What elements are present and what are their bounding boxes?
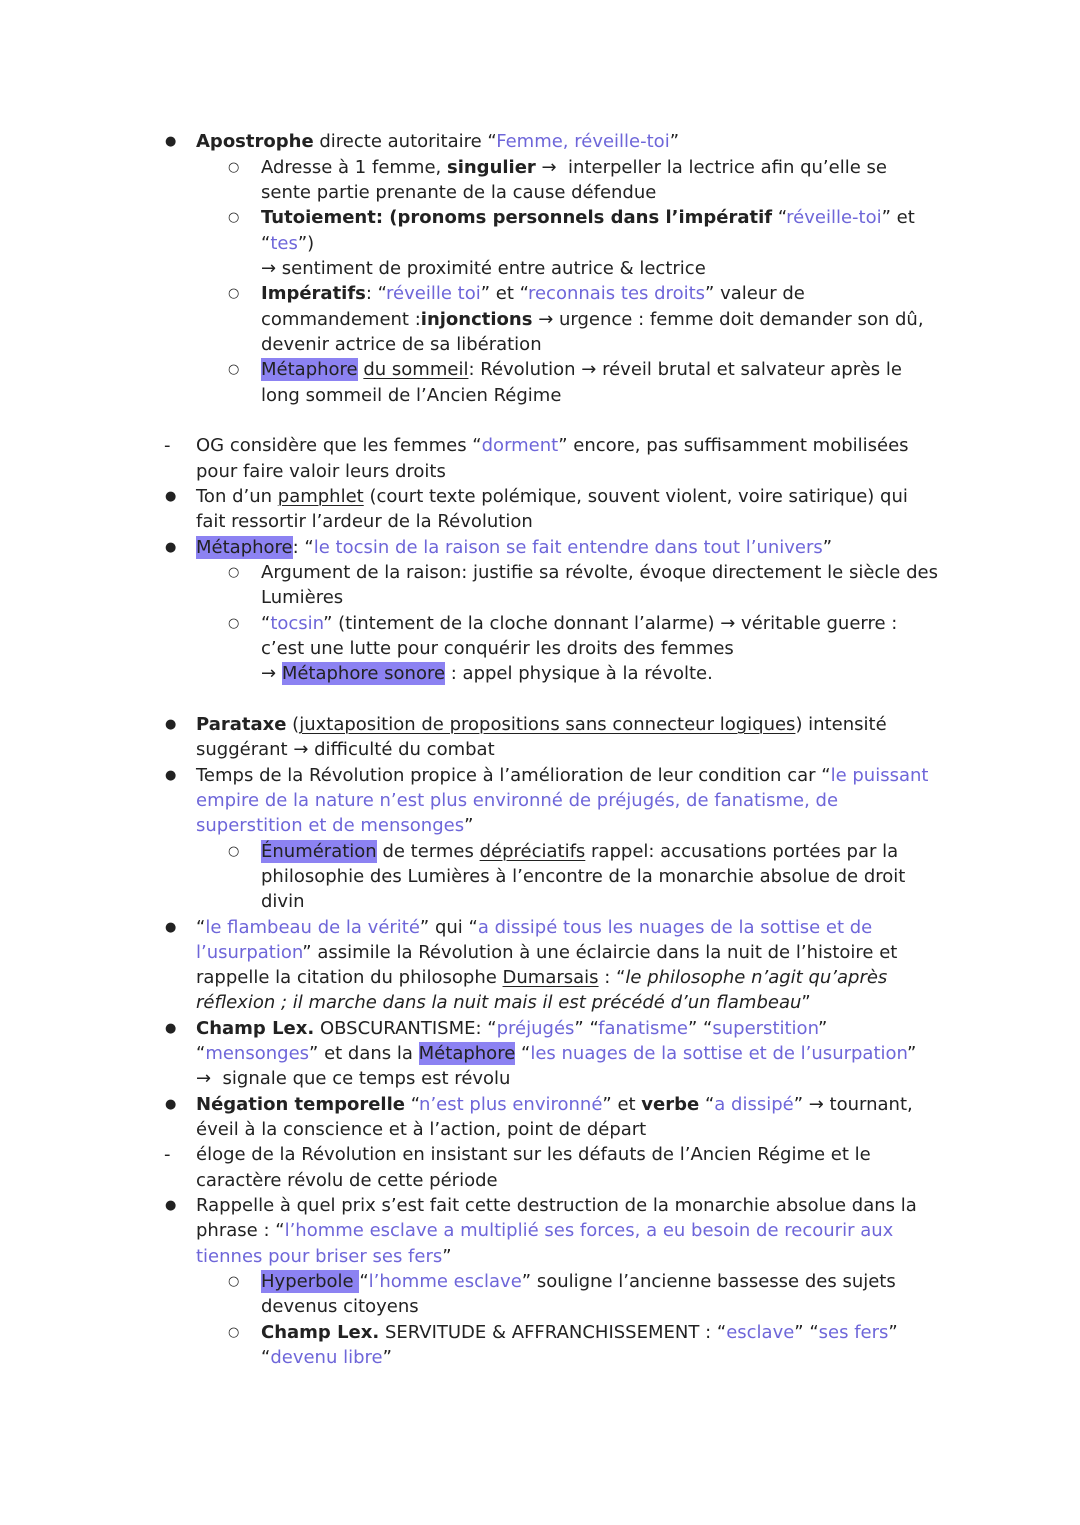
bullet-marker: ○ — [228, 159, 240, 175]
text-run: c’est une lutte pour conquérir les droits des femmes — [261, 637, 734, 659]
quoted-text: a dissipé — [714, 1093, 794, 1115]
underlined-term: juxtaposition de propositions sans connecteur logiques — [299, 713, 796, 735]
text-run: ” souligne l’ancienne bassesse des sujets — [521, 1271, 896, 1293]
text-line — [196, 1117, 1080, 1142]
bold-term: verbe — [641, 1093, 700, 1115]
quoted-text: l’homme esclave — [368, 1271, 522, 1293]
quoted-text: n’est plus environné — [419, 1093, 603, 1115]
text-run: ” — [464, 815, 474, 837]
text-run: fait ressortir l’ardeur de la Révolution — [196, 511, 533, 533]
bullet-marker: ○ — [228, 210, 240, 226]
text-run: : “ — [292, 536, 314, 558]
text-line — [261, 1320, 1080, 1345]
text-run: ” “ — [574, 1017, 599, 1039]
text-run: SERVITUDE & AFFRANCHISSEMENT : “ — [379, 1321, 727, 1343]
quoted-text: mensonges — [205, 1043, 310, 1065]
text-run: → signale que ce temps est révolu — [196, 1068, 511, 1090]
text-line — [196, 965, 1080, 990]
bullet-marker: ● — [165, 716, 177, 732]
text-run: directe autoritaire “ — [313, 131, 497, 153]
bold-term: singulier — [446, 156, 536, 178]
text-run: ” et dans la — [309, 1043, 419, 1065]
bullet-item — [0, 712, 1080, 763]
text-run: éveil à la conscience et à l’action, point de départ — [196, 1119, 647, 1141]
text-line — [196, 940, 1080, 965]
text-run: devenir actrice de sa libération — [261, 333, 542, 355]
italic-quote: le philosophe n’agit qu’après — [625, 967, 888, 989]
underlined-term: dépréciatifs — [479, 840, 586, 862]
text-run: ” “ — [688, 1017, 713, 1039]
highlighted-term: Métaphore sonore — [281, 663, 446, 685]
bold-term: Tutoiement: (pronoms personnels dans l’impératif — [261, 207, 773, 229]
text-line — [261, 889, 1080, 914]
text-run: : Révolution → réveil brutal et salvateur après le — [468, 359, 902, 381]
text-line — [196, 535, 1080, 560]
bold-term: Parataxe — [196, 713, 287, 735]
quoted-text: les nuages de la sottise et de l’usurpation — [530, 1043, 907, 1065]
underlined-term: Dumarsais — [502, 967, 599, 989]
text-line — [261, 1294, 1080, 1319]
highlighted-term: Métaphore — [196, 536, 293, 558]
text-run: ”) — [297, 232, 315, 254]
quoted-text: l’homme esclave a multiplié ses forces, a eu besoin de recourir aux — [284, 1220, 894, 1242]
text-run: ” “ — [794, 1321, 819, 1343]
text-line — [261, 1269, 1080, 1294]
bullet-marker: ● — [165, 1020, 177, 1036]
text-run: “ — [196, 1043, 206, 1065]
bullet-item — [0, 763, 1080, 839]
bullet-marker: ● — [165, 134, 177, 150]
text-run: : appel physique à la révolte. — [445, 663, 713, 685]
text-line — [196, 1218, 1080, 1243]
text-run: → — [261, 663, 282, 685]
text-run: “ — [772, 207, 787, 229]
text-line — [261, 205, 1080, 230]
text-run: Lumières — [261, 587, 344, 609]
text-line — [196, 433, 1080, 458]
bold-term: injonctions — [420, 308, 533, 330]
text-run: ” → tournant, — [793, 1093, 913, 1115]
bullet-marker: ○ — [228, 286, 240, 302]
bullet-marker: ○ — [228, 362, 240, 378]
text-run: ” — [801, 992, 811, 1014]
text-run: ” encore, pas suffisamment mobilisées — [558, 435, 909, 457]
text-line — [196, 712, 1080, 737]
text-run: ” et — [881, 207, 915, 229]
text-run: sente partie prenante de la cause défendue — [261, 181, 657, 203]
quoted-text: reconnais tes droits — [527, 283, 706, 305]
text-line — [196, 737, 1080, 762]
text-run: “ — [196, 916, 206, 938]
bullet-item — [0, 1016, 1080, 1092]
text-line — [261, 256, 1080, 281]
quoted-text: le tocsin de la raison se fait entendre dans tout l’univers — [313, 536, 823, 558]
quoted-text: le puissant — [830, 764, 929, 786]
bullet-marker: - — [164, 435, 171, 457]
text-line — [196, 1244, 1080, 1269]
text-run: “ — [699, 1093, 715, 1115]
text-run: rappel: accusations portées par la — [585, 840, 899, 862]
text-run: → interpeller la lectrice afin qu’elle se — [535, 156, 887, 178]
text-run: ” — [669, 131, 680, 153]
text-line — [196, 813, 1080, 838]
text-run: OG considère que les femmes “ — [196, 435, 482, 457]
text-line — [261, 1345, 1080, 1370]
text-line — [261, 281, 1080, 306]
text-run: “ — [404, 1093, 420, 1115]
text-run: : “ — [365, 283, 387, 305]
text-run: ” — [906, 1043, 917, 1065]
text-run: caractère révolu de cette période — [196, 1169, 498, 1191]
text-run: suggérant → difficulté du combat — [196, 739, 495, 761]
text-run: de termes — [376, 840, 480, 862]
bullet-marker: ● — [165, 488, 177, 504]
text-run: ” (tintement de la cloche donnant l’alarme) → véritable guerre : — [323, 612, 898, 634]
text-run: long sommeil de l’Ancien Régime — [261, 384, 562, 406]
dash-item — [0, 433, 1080, 484]
bullet-item — [0, 129, 1080, 154]
text-line — [261, 357, 1080, 382]
text-line — [196, 788, 1080, 813]
text-run: Temps de la Révolution propice à l’amélioration de leur condition car “ — [196, 764, 831, 786]
sub-bullet-item — [0, 205, 1080, 281]
text-line — [261, 839, 1080, 864]
quoted-text: le flambeau de la vérité — [205, 916, 420, 938]
text-run: “ — [261, 232, 271, 254]
bullet-marker: ○ — [228, 1324, 240, 1340]
text-run: “ — [359, 1271, 369, 1293]
text-run: → sentiment de proximité entre autrice & lectrice — [261, 257, 706, 279]
text-run: (court texte polémique, souvent violent, voire satirique) qui — [363, 485, 908, 507]
quoted-text: a dissipé tous les nuages de la sottise et de — [477, 916, 873, 938]
quoted-text: tocsin — [270, 612, 324, 634]
quoted-text: superstition — [712, 1017, 818, 1039]
text-line — [261, 560, 1080, 585]
bullet-item — [0, 915, 1080, 1016]
text-line — [196, 1142, 1080, 1167]
text-line — [261, 332, 1080, 357]
text-line — [196, 1066, 1080, 1091]
quoted-text: l’usurpation — [196, 941, 303, 963]
sub-bullet-item — [0, 1320, 1080, 1371]
text-run: ” — [822, 536, 833, 558]
quoted-text: Femme, réveille-toi — [496, 131, 670, 153]
bullet-marker: ○ — [228, 1274, 240, 1290]
blank-line — [0, 408, 1080, 433]
quoted-text: préjugés — [496, 1017, 575, 1039]
highlighted-term: Énumération — [261, 840, 377, 862]
text-run: ” — [818, 1017, 828, 1039]
sub-bullet-item — [0, 357, 1080, 408]
text-line — [261, 383, 1080, 408]
text-line — [196, 484, 1080, 509]
text-run: devenus citoyens — [261, 1296, 419, 1318]
text-line — [196, 763, 1080, 788]
text-line — [261, 864, 1080, 889]
text-line — [261, 180, 1080, 205]
quoted-text: ses fers — [818, 1321, 889, 1343]
dash-item — [0, 1142, 1080, 1193]
text-run: commandement : — [261, 308, 421, 330]
italic-quote: réflexion ; il marche dans la nuit mais il est précédé d’un flambeau — [196, 992, 802, 1014]
blank-line — [0, 687, 1080, 712]
bullet-marker: ○ — [228, 843, 240, 859]
bold-term: Apostrophe — [196, 131, 314, 153]
text-run: Argument de la raison: justifie sa révolte, évoque directement le siècle des — [261, 561, 938, 583]
bullet-marker: ● — [165, 919, 177, 935]
text-line — [196, 915, 1080, 940]
text-line — [261, 307, 1080, 332]
text-line — [261, 661, 1080, 686]
text-run: “ — [515, 1043, 531, 1065]
text-line — [196, 459, 1080, 484]
text-line — [196, 1193, 1080, 1218]
sub-bullet-item — [0, 560, 1080, 611]
bullet-marker: ● — [165, 1198, 177, 1214]
text-run: → urgence : femme doit demander son dû, — [532, 308, 924, 330]
text-line — [196, 1168, 1080, 1193]
quoted-text: réveille toi — [386, 283, 481, 305]
text-line — [196, 1016, 1080, 1041]
sub-bullet-item — [0, 155, 1080, 206]
text-run: Adresse à 1 femme, — [261, 156, 447, 178]
text-run: ( — [286, 713, 300, 735]
text-run: OBSCURANTISME: “ — [314, 1017, 497, 1039]
text-run: ” et — [602, 1093, 642, 1115]
text-run: ” — [888, 1321, 898, 1343]
quoted-text: tes — [270, 232, 298, 254]
bold-term: Négation temporelle — [196, 1093, 405, 1115]
text-run: éloge de la Révolution en insistant sur les défauts de l’Ancien Régime et le — [196, 1144, 871, 1166]
text-run: Rappelle à quel prix s’est fait cette destruction de la monarchie absolue dans la — [196, 1195, 917, 1217]
quoted-text: tiennes pour briser ses fers — [196, 1245, 443, 1267]
quoted-text: fanatisme — [598, 1017, 688, 1039]
quoted-text: superstition et de mensonges — [196, 815, 465, 837]
sub-bullet-item — [0, 839, 1080, 915]
quoted-text: dorment — [481, 435, 559, 457]
text-line — [261, 611, 1080, 636]
sub-bullet-item — [0, 1269, 1080, 1320]
text-run: divin — [261, 891, 305, 913]
bullet-item — [0, 484, 1080, 535]
text-line — [261, 585, 1080, 610]
bold-term: Champ Lex. — [196, 1017, 315, 1039]
text-run: ” valeur de — [705, 283, 805, 305]
bullet-marker: ● — [165, 539, 177, 555]
text-run: ” — [382, 1347, 392, 1369]
quoted-text: esclave — [726, 1321, 795, 1343]
text-run: : “ — [598, 967, 626, 989]
highlighted-term: Métaphore — [418, 1043, 516, 1065]
bullet-marker: - — [164, 1144, 171, 1166]
text-line — [196, 129, 1080, 154]
bullet-item — [0, 535, 1080, 560]
text-run: ” — [442, 1245, 452, 1267]
bullet-item — [0, 1092, 1080, 1143]
text-line — [196, 509, 1080, 534]
text-run: rappelle la citation du philosophe — [196, 967, 503, 989]
underlined-term: pamphlet — [277, 485, 364, 507]
quoted-text: empire de la nature n’est plus environné de préjugés, de fanatisme, de — [196, 789, 839, 811]
text-run: Ton d’un — [196, 485, 278, 507]
bullet-marker: ○ — [228, 615, 240, 631]
sub-bullet-item — [0, 281, 1080, 357]
text-line — [196, 1092, 1080, 1117]
text-run: ” assimile la Révolution à une éclaircie dans la nuit de l’histoire et — [302, 941, 898, 963]
text-run: pour faire valoir leurs droits — [196, 460, 446, 482]
text-line — [196, 990, 1080, 1015]
text-line — [196, 1041, 1080, 1066]
bullet-marker: ○ — [228, 564, 240, 580]
bold-term: Impératifs — [261, 283, 366, 305]
text-line — [261, 636, 1080, 661]
text-run: “ — [261, 1347, 271, 1369]
highlighted-term: Hyperbole — [261, 1271, 360, 1293]
text-line — [261, 231, 1080, 256]
text-run: philosophie des Lumières à l’encontre de la monarchie absolue de droit — [261, 865, 906, 887]
text-run: ” et “ — [480, 283, 528, 305]
text-run: ” qui “ — [419, 916, 478, 938]
quoted-text: réveille-toi — [786, 207, 882, 229]
text-run: “ — [261, 612, 271, 634]
bullet-marker: ● — [165, 767, 177, 783]
quoted-text: devenu libre — [270, 1347, 383, 1369]
bold-term: Champ Lex. — [261, 1321, 380, 1343]
highlighted-term: Métaphore — [261, 359, 358, 381]
text-run: ) intensité — [795, 713, 887, 735]
text-line — [261, 155, 1080, 180]
text-run: phrase : “ — [196, 1220, 285, 1242]
underlined-term: du sommeil — [363, 359, 469, 381]
bullet-item — [0, 1193, 1080, 1269]
sub-bullet-item — [0, 611, 1080, 687]
bullet-marker: ● — [165, 1096, 177, 1112]
